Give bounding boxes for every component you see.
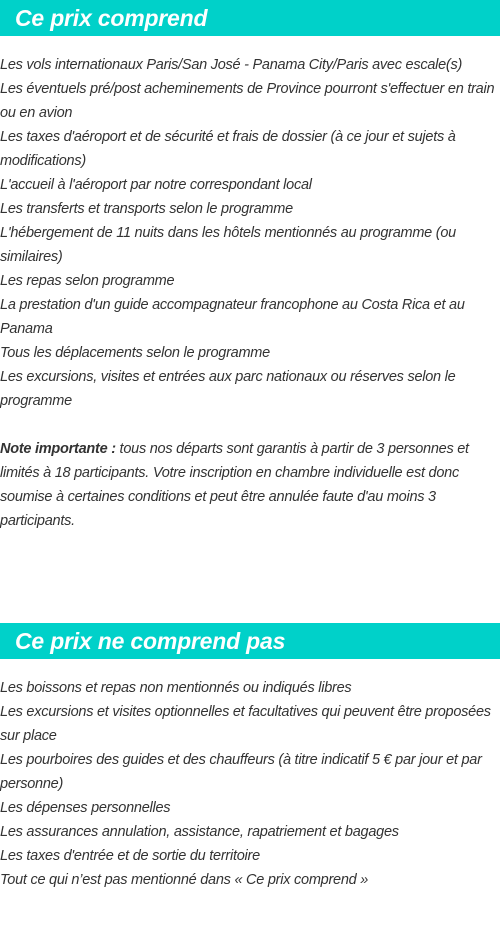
- list-item: Les transferts et transports selon le programme: [0, 201, 293, 217]
- section-title-excluded: Ce prix ne comprend pas: [15, 628, 286, 654]
- list-item: Les pourboires des guides et des chauffeurs (à titre indicatif 5 € par jour et par personne): [0, 752, 482, 792]
- list-item: Les taxes d'entrée et de sortie du territoire: [0, 848, 260, 864]
- list-item: Les excursions et visites optionnelles et facultatives qui peuvent être proposées sur place: [0, 704, 491, 744]
- section-title-included: Ce prix comprend: [15, 5, 208, 31]
- list-item: Les éventuels pré/post acheminements de Province pourront s'effectuer en train ou en avion: [0, 81, 495, 121]
- section-header-excluded: [0, 623, 500, 659]
- included-list: [0, 53, 500, 413]
- note-text: tous nos départs sont garantis à partir de 3 personnes et limités à 18 participants. Votre inscription en chambre individuelle est donc soumise à certaines conditions et peut être annulée faute d'au moins 3 participants.: [0, 441, 469, 529]
- list-item: L'accueil à l'aéroport par notre correspondant local: [0, 177, 312, 193]
- note-label: Note importante :: [0, 441, 116, 457]
- list-item: Les repas selon programme: [0, 273, 175, 289]
- list-item: Les boissons et repas non mentionnés ou indiqués libres: [0, 680, 352, 696]
- list-item: Les dépenses personnelles: [0, 800, 171, 816]
- list-item: L'hébergement de 11 nuits dans les hôtels mentionnés au programme (ou similaires): [0, 225, 456, 265]
- important-note: [0, 437, 488, 533]
- list-item: Tout ce qui n’est pas mentionné dans « Ce prix comprend »: [0, 872, 369, 888]
- excluded-list: [0, 676, 500, 892]
- list-item: La prestation d'un guide accompagnateur francophone au Costa Rica et au Panama: [0, 297, 465, 337]
- list-item: Les excursions, visites et entrées aux parc nationaux ou réserves selon le programme: [0, 369, 456, 409]
- section-header-included: [0, 0, 500, 36]
- list-item: Les taxes d'aéroport et de sécurité et frais de dossier (à ce jour et sujets à modifications): [0, 129, 456, 169]
- list-item: Tous les déplacements selon le programme: [0, 345, 270, 361]
- list-item: Les assurances annulation, assistance, rapatriement et bagages: [0, 824, 399, 840]
- list-item: Les vols internationaux Paris/San José - Panama City/Paris avec escale(s): [0, 57, 463, 73]
